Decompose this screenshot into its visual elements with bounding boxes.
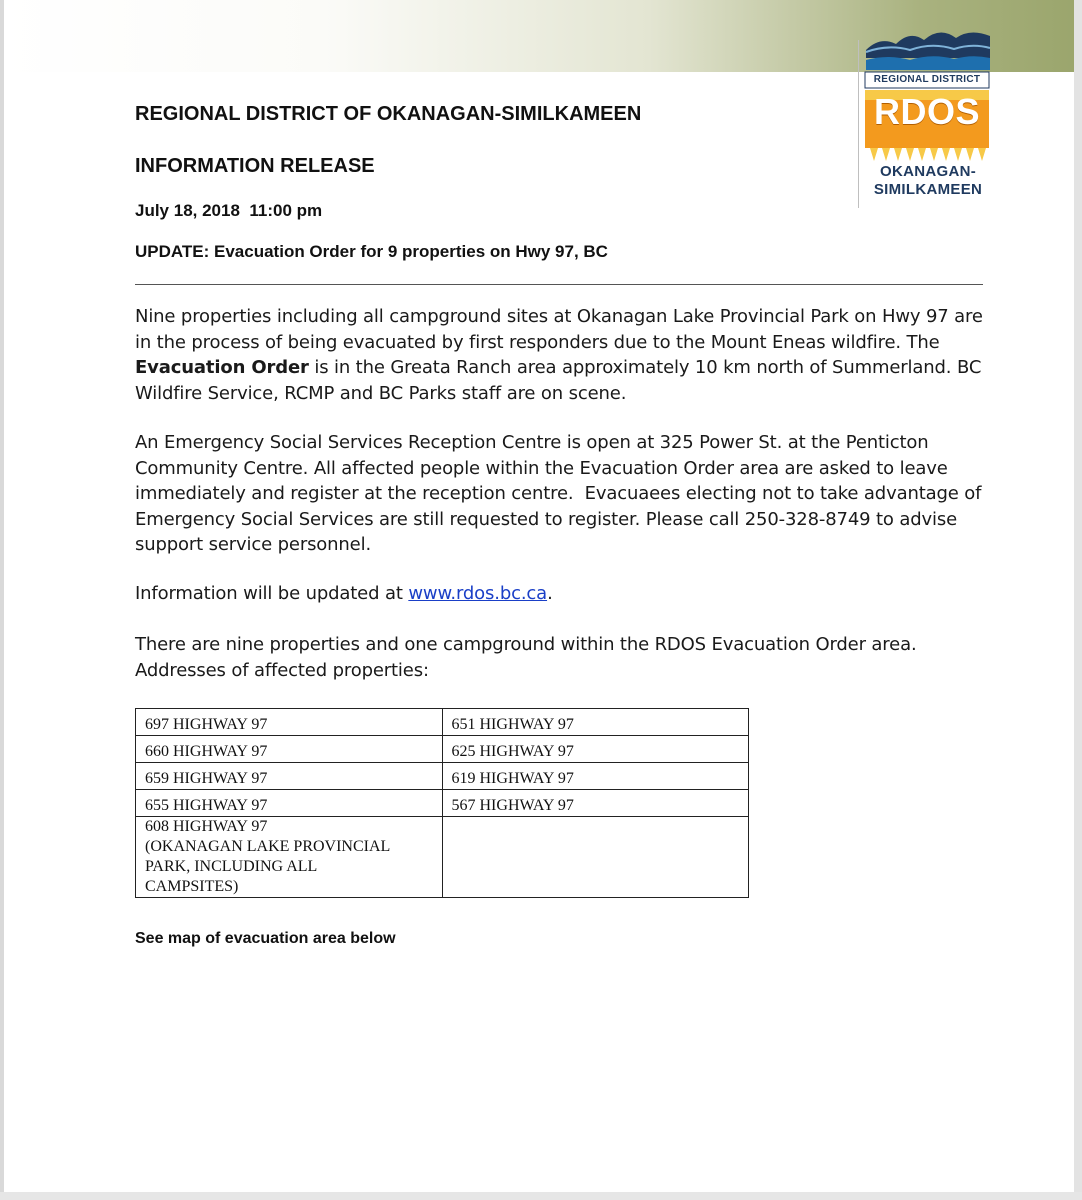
paragraph-info-updates: [135, 581, 985, 607]
p4-line2: Addresses of affected properties:: [135, 659, 429, 681]
campground-line2: (OKANAGAN LAKE PROVINCIAL: [145, 838, 391, 855]
address-cell: 619 HIGHWAY 97: [442, 763, 749, 790]
release-date: July 18, 2018 11:00 pm: [135, 201, 323, 220]
paragraph-reception-centre: An Emergency Social Services Reception Centre is open at 325 Power St. at the Penticton Community Centre. All affected people within the Evacuation Order area are asked to leave immediately and register at the reception centre. Evacuaees electing not to take advantage of Emergency Social Services are still requested to register. Please call 250-328-8749 to advise support service personnel.: [135, 432, 987, 555]
address-cell-campground: [136, 817, 443, 898]
paragraph-evacuation-summary: [135, 304, 985, 406]
table-row: [136, 817, 749, 898]
logo-region-line2: SIMILKAMEEN: [873, 181, 983, 198]
page-edge-left: [0, 0, 4, 1200]
logo-region-line1: OKANAGAN-: [879, 163, 977, 180]
header-divider: [135, 284, 983, 285]
p4-line1: There are nine properties and one campground within the RDOS Evacuation Order area.: [135, 634, 917, 655]
campground-line4: CAMPSITES): [145, 878, 239, 895]
p3-text-end: .: [547, 583, 553, 604]
organization-title: REGIONAL DISTRICT OF OKANAGAN-SIMILKAMEEN: [135, 103, 642, 125]
address-cell: 659 HIGHWAY 97: [136, 763, 443, 790]
table-row: [136, 790, 749, 817]
page-edge-right: [1074, 0, 1082, 1200]
campground-line3: PARK, INCLUDING ALL: [145, 858, 318, 875]
address-cell: 625 HIGHWAY 97: [442, 736, 749, 763]
logo-acronym: RDOS: [873, 91, 980, 132]
release-title: INFORMATION RELEASE: [135, 155, 375, 177]
address-table: [135, 708, 749, 898]
address-cell: 655 HIGHWAY 97: [136, 790, 443, 817]
p1-text-end: is in the Greata Ranch area approximately 10 km north of Summerland. BC Wildfire Service, RCMP and BC Parks staff are on scene.: [135, 357, 982, 404]
page-edge-bottom: [0, 1192, 1082, 1200]
table-row: [136, 709, 749, 736]
paragraph-affected-properties: [135, 632, 985, 683]
logo-label-regional-district: REGIONAL DISTRICT: [873, 74, 981, 85]
address-cell: 660 HIGHWAY 97: [136, 736, 443, 763]
p3-text-start: Information will be updated at: [135, 583, 409, 604]
address-cell-empty: [442, 817, 749, 898]
table-row: [136, 763, 749, 790]
address-cell: 697 HIGHWAY 97: [136, 709, 443, 736]
update-headline: UPDATE: Evacuation Order for 9 properties on Hwy 97, BC: [135, 242, 608, 261]
campground-line1: 608 HIGHWAY 97: [145, 818, 268, 835]
table-row: [136, 736, 749, 763]
rdos-website-link[interactable]: www.rdos.bc.ca: [408, 583, 548, 604]
address-cell: 651 HIGHWAY 97: [442, 709, 749, 736]
p1-text-start: Nine properties including all campground sites at Okanagan Lake Provincial Park on Hwy 97 are in the process of being evacuated by first responders due to the Mount Eneas wildfire. The: [135, 306, 983, 353]
logo-region-name: [862, 163, 994, 199]
map-note: See map of evacuation area below: [135, 930, 396, 947]
address-cell: 567 HIGHWAY 97: [442, 790, 749, 817]
p1-evacuation-order-bold: Evacuation Order: [135, 357, 309, 378]
